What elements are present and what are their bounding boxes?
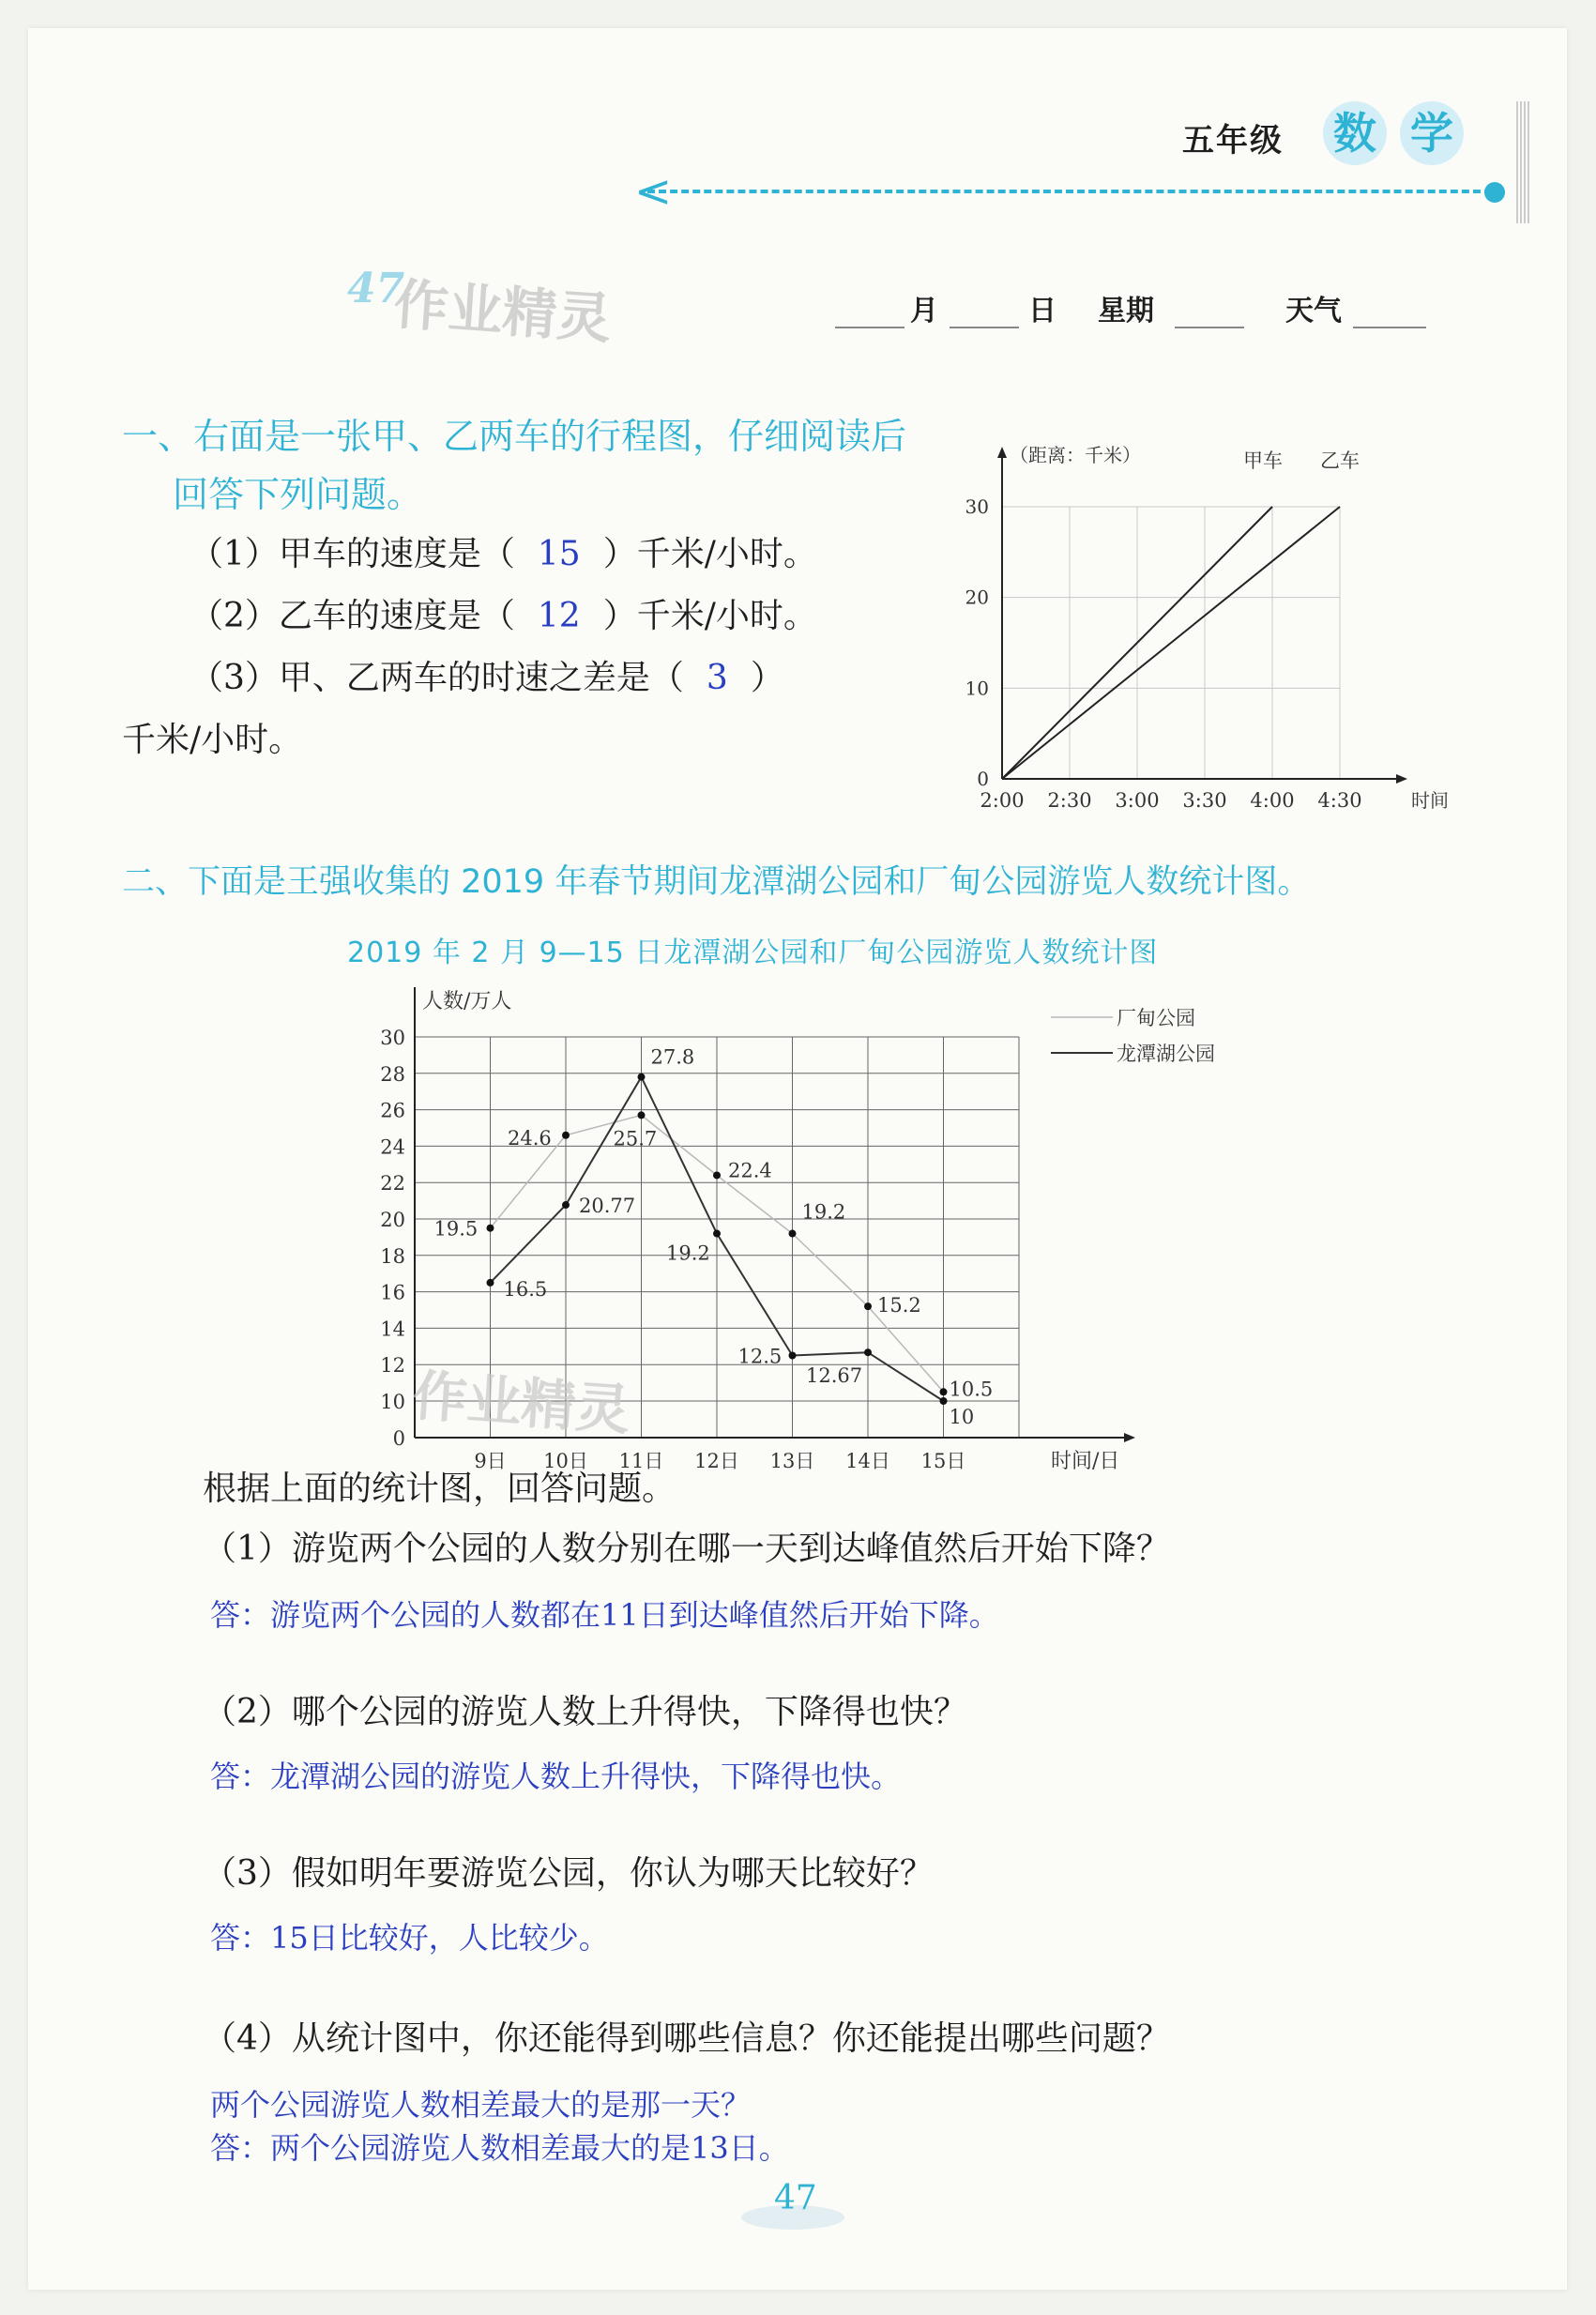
x-tick-label: 2:00 xyxy=(980,789,1025,812)
series-line-2 xyxy=(1002,507,1340,779)
x-tick-label: 15日 xyxy=(920,1450,966,1472)
y-tick-label: 24 xyxy=(380,1135,405,1159)
month-blank xyxy=(835,327,904,328)
data-label: 25.7 xyxy=(613,1127,658,1150)
y-axis-arrow-icon xyxy=(997,447,1007,458)
data-point xyxy=(713,1230,721,1238)
watermark-logo: 作业精灵 xyxy=(391,271,614,351)
data-label: 19.5 xyxy=(433,1217,479,1241)
s2-question-3: （3）假如明年要游览公园，你认为哪天比较好？ xyxy=(203,1854,934,1893)
y-tick-label: 26 xyxy=(380,1099,405,1122)
data-label: 12.67 xyxy=(806,1364,863,1388)
x-tick-label: 14日 xyxy=(845,1450,890,1472)
s1-answer-2: 12 xyxy=(537,597,581,635)
s1-question-2: （2）乙车的速度是（ 12 ）千米/小时。 xyxy=(190,597,817,635)
left-arrow-icon: < xyxy=(634,165,673,218)
y-tick-label: 10 xyxy=(380,1391,405,1413)
s2-question-1: （1）游览两个公园的人数分别在哪一天到达峰值然后开始下降？ xyxy=(203,1530,1170,1568)
data-label: 12.5 xyxy=(737,1345,783,1368)
x-tick-label: 12日 xyxy=(694,1450,739,1472)
data-label: 19.2 xyxy=(801,1200,846,1224)
subject-char-2: 学 xyxy=(1400,101,1464,165)
section1-title-cont: 回答下列问题。 xyxy=(173,474,423,515)
x-tick-label: 3:30 xyxy=(1182,789,1227,812)
legend-label-1: 厂甸公园 xyxy=(1117,1007,1195,1029)
y-tick-label: 18 xyxy=(380,1244,405,1268)
workbook-page xyxy=(28,28,1567,2290)
data-label: 10 xyxy=(949,1406,975,1428)
s1-answer-3: 3 xyxy=(706,659,728,697)
y-tick-label: 22 xyxy=(380,1172,405,1196)
data-label: 10.5 xyxy=(949,1378,994,1401)
lesson-number: 47 xyxy=(347,265,405,312)
data-point xyxy=(638,1074,646,1081)
x-axis-label: 时间 xyxy=(1411,789,1449,812)
series-label-2: 乙车 xyxy=(1320,449,1360,472)
s2-answer-1: 答：游览两个公园的人数都在11日到达峰值然后开始下降。 xyxy=(210,1597,999,1633)
section2-title: 二、下面是王强收集的 2019 年春节期间龙潭湖公园和厂甸公园游览人数统计图。 xyxy=(122,863,1311,901)
y-tick-label: 30 xyxy=(380,1027,405,1049)
x-tick-label: 4:30 xyxy=(1317,789,1362,812)
y-tick-label: 12 xyxy=(380,1354,405,1378)
data-point xyxy=(487,1279,494,1287)
s2-answer-4: 答：两个公园游览人数相差最大的是13日。 xyxy=(210,2130,789,2166)
x-axis-arrow-icon xyxy=(1396,774,1407,784)
data-label: 24.6 xyxy=(508,1126,552,1150)
y-axis-label: （距离：千米） xyxy=(1010,444,1141,466)
s1-question-3: （3）甲、乙两车的时速之差是（ 3 ） xyxy=(190,659,784,697)
data-point xyxy=(487,1225,494,1232)
data-label: 20.77 xyxy=(579,1195,636,1218)
page-number: 47 xyxy=(774,2179,817,2217)
data-point xyxy=(789,1230,797,1238)
data-point xyxy=(562,1201,570,1209)
y-tick-label: 28 xyxy=(380,1062,405,1086)
y-tick-label: 14 xyxy=(380,1317,405,1341)
x-tick-label: 3:00 xyxy=(1115,789,1160,812)
s2-question-4: （4）从统计图中，你还能得到哪些信息？你还能提出哪些问题？ xyxy=(203,2019,1170,2058)
y-tick-label: 20 xyxy=(965,586,989,609)
x-tick-label: 9日 xyxy=(474,1450,507,1472)
month-label: 月 xyxy=(910,295,938,327)
header-stripes xyxy=(1516,101,1529,223)
x-tick-label: 11日 xyxy=(618,1450,664,1472)
header-dot-icon xyxy=(1484,182,1505,203)
grade-label: 五年级 xyxy=(1182,122,1284,160)
weather-blank xyxy=(1353,327,1426,328)
weekday-blank xyxy=(1175,327,1244,328)
header-dashed-line xyxy=(647,190,1492,193)
data-point xyxy=(638,1111,646,1119)
s2-answer-2: 答：龙潭湖公园的游览人数上升得快，下降得也快。 xyxy=(210,1759,902,1794)
x-tick-label: 2:30 xyxy=(1047,789,1092,812)
data-point xyxy=(864,1302,872,1310)
watermark-logo-2: 作业精灵 xyxy=(410,1363,632,1442)
data-point xyxy=(713,1171,721,1179)
y-tick-label: 10 xyxy=(965,677,989,700)
chart2-title: 2019 年 2 月 9—15 日龙潭湖公园和厂甸公园游览人数统计图 xyxy=(347,937,1159,969)
x-tick-label: 13日 xyxy=(769,1450,815,1472)
data-label: 27.8 xyxy=(650,1045,695,1069)
s2-question-2: （2）哪个公园的游览人数上升得快，下降得也快？ xyxy=(203,1693,967,1731)
data-point xyxy=(864,1348,872,1356)
s1-answer-1: 15 xyxy=(537,535,581,573)
x-axis-label: 时间/日 xyxy=(1051,1450,1120,1473)
day-blank xyxy=(950,327,1019,328)
y-axis-label: 人数/万人 xyxy=(422,990,512,1013)
data-point xyxy=(789,1352,797,1360)
y-tick-label: 0 xyxy=(392,1427,405,1450)
data-point xyxy=(940,1397,948,1405)
data-point xyxy=(940,1388,948,1395)
y-tick-label: 0 xyxy=(977,768,989,790)
legend-label-2: 龙潭湖公园 xyxy=(1117,1043,1215,1065)
weekday-label: 星期 xyxy=(1098,295,1154,327)
s2-answer-3: 答：15日比较好，人比较少。 xyxy=(210,1920,609,1956)
section1-title: 一、右面是一张甲、乙两车的行程图，仔细阅读后 xyxy=(122,416,907,457)
day-label: 日 xyxy=(1028,295,1056,327)
y-tick-label: 30 xyxy=(965,495,989,518)
distance-time-chart xyxy=(910,404,1454,835)
y-tick-label: 16 xyxy=(380,1281,405,1304)
s1-question-1: （1）甲车的速度是（ 15 ）千米/小时。 xyxy=(190,535,817,573)
data-label: 19.2 xyxy=(666,1241,710,1265)
data-point xyxy=(562,1132,570,1139)
y-tick-label: 20 xyxy=(380,1209,405,1231)
s2-answer-4-question: 两个公园游览人数相差最大的是那一天？ xyxy=(210,2087,752,2123)
series-label-1: 甲车 xyxy=(1243,449,1283,472)
subject-char-1: 数 xyxy=(1323,101,1387,165)
weather-label: 天气 xyxy=(1285,295,1342,327)
data-label: 15.2 xyxy=(877,1294,921,1317)
x-tick-label: 4:00 xyxy=(1250,789,1295,812)
data-label: 16.5 xyxy=(503,1277,548,1301)
x-tick-label: 10日 xyxy=(543,1450,588,1472)
x-axis-arrow-icon xyxy=(1124,1433,1135,1442)
s1-question-3-cont: 千米/小时。 xyxy=(122,721,303,759)
s2-intro: 根据上面的统计图，回答问题。 xyxy=(203,1470,676,1508)
data-label: 22.4 xyxy=(728,1159,772,1182)
